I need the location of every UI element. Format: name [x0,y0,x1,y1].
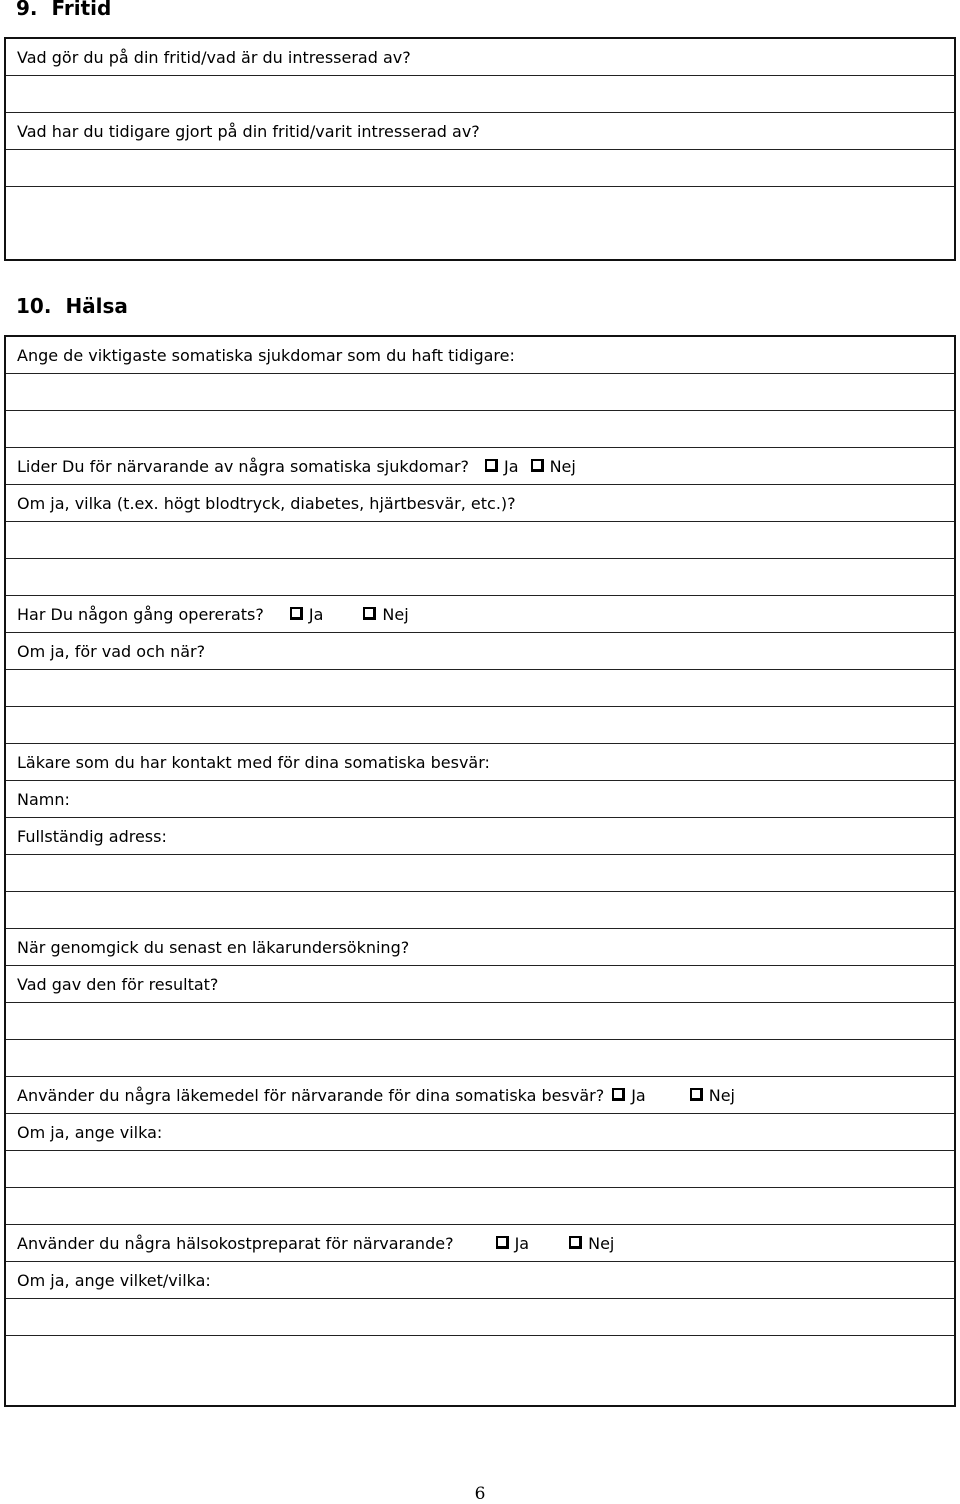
question-name-label: Namn: [17,789,70,809]
question-name [6,781,954,818]
health-products-no-label: Nej [588,1233,615,1253]
surgery-no-option[interactable] [363,605,408,624]
checkbox-icon[interactable] [290,607,303,620]
question-current-illness-label: Lider Du för närvarande av några somatiska sjukdomar? [17,456,470,476]
answer-current-illness-line-1[interactable] [6,522,954,559]
question-last-exam [6,929,954,966]
medication-yes-label: Ja [631,1085,646,1105]
section-10-number: 10. [16,294,52,318]
current-illness-yes-label: Ja [504,456,519,476]
question-surgery [6,596,954,633]
health-products-yes-label: Ja [514,1233,530,1253]
question-doctor [6,744,954,781]
checkbox-icon[interactable] [612,1088,625,1101]
answer-interests-line-1[interactable] [6,76,954,113]
page-number: 6 [474,1484,486,1504]
checkbox-icon[interactable] [363,607,376,620]
surgery-yes-option[interactable] [290,605,324,624]
health-products-no-option[interactable] [569,1234,614,1253]
checkbox-icon[interactable] [531,459,544,472]
current-illness-no-option[interactable] [531,457,576,476]
answer-current-illness-line-2[interactable] [6,559,954,596]
surgery-yes-label: Ja [308,604,324,624]
question-medication-which [6,1114,954,1151]
question-address-label: Fullständig adress: [17,826,167,846]
question-interests [6,39,954,76]
question-past-illness [6,337,954,374]
question-medication-which-label: Om ja, ange vilka: [17,1122,163,1142]
question-address [6,818,954,855]
question-past-interests [6,113,954,150]
question-result [6,966,954,1003]
section-10-form [4,335,956,1407]
question-medication [6,1077,954,1114]
question-health-products-which-label: Om ja, ange vilket/vilka: [17,1270,211,1290]
current-illness-no-label: Nej [549,456,576,476]
section-9-heading [16,0,111,20]
surgery-no-label: Nej [382,604,409,624]
answer-surgery-line-1[interactable] [6,670,954,707]
answer-surgery-line-2[interactable] [6,707,954,744]
checkbox-icon[interactable] [496,1236,509,1249]
answer-address-line-1[interactable] [6,855,954,892]
question-health-products-label: Använder du några hälsokostpreparat för närvarande? [17,1233,454,1253]
answer-past-interests-line-2[interactable] [6,187,954,225]
section-10-title: Hälsa [65,294,128,318]
answer-medication-line-1[interactable] [6,1151,954,1188]
question-current-illness [6,448,954,485]
question-health-products-which [6,1262,954,1299]
medication-no-option[interactable] [690,1086,735,1105]
section-9-number: 9. [16,0,38,20]
health-products-yes-option[interactable] [496,1234,530,1253]
answer-address-line-2[interactable] [6,892,954,929]
question-surgery-when-label: Om ja, för vad och när? [17,641,206,661]
answer-health-products-line-2[interactable] [6,1336,954,1373]
question-past-interests-label: Vad har du tidigare gjort på din fritid/varit intresserad av? [17,121,480,141]
medication-yes-option[interactable] [612,1086,646,1105]
answer-medication-line-2[interactable] [6,1188,954,1225]
section-9-form [4,37,956,261]
question-doctor-label: Läkare som du har kontakt med för dina somatiska besvär: [17,752,490,772]
section-10-heading [16,294,128,318]
question-medication-label: Använder du några läkemedel för närvarande för dina somatiska besvär? [17,1085,605,1105]
medication-no-label: Nej [708,1085,735,1105]
section-9-title: Fritid [51,0,112,20]
checkbox-icon[interactable] [690,1088,703,1101]
question-current-illness-which-label: Om ja, vilka (t.ex. högt blodtryck, diabetes, hjärtbesvär, etc.)? [17,493,516,513]
current-illness-yes-option[interactable] [485,457,519,476]
question-surgery-label: Har Du någon gång opererats? [17,604,264,624]
question-surgery-when [6,633,954,670]
question-result-label: Vad gav den för resultat? [17,974,219,994]
answer-past-illness-line-2[interactable] [6,411,954,448]
checkbox-icon[interactable] [569,1236,582,1249]
answer-health-products-line-1[interactable] [6,1299,954,1336]
question-health-products [6,1225,954,1262]
answer-result-line-2[interactable] [6,1040,954,1077]
question-interests-label: Vad gör du på din fritid/vad är du intresserad av? [17,47,411,67]
question-last-exam-label: När genomgick du senast en läkarundersökning? [17,937,410,957]
answer-past-illness-line-1[interactable] [6,374,954,411]
answer-result-line-1[interactable] [6,1003,954,1040]
question-current-illness-which [6,485,954,522]
question-past-illness-label: Ange de viktigaste somatiska sjukdomar som du haft tidigare: [17,345,515,365]
checkbox-icon[interactable] [485,459,498,472]
answer-past-interests-line-1[interactable] [6,150,954,187]
